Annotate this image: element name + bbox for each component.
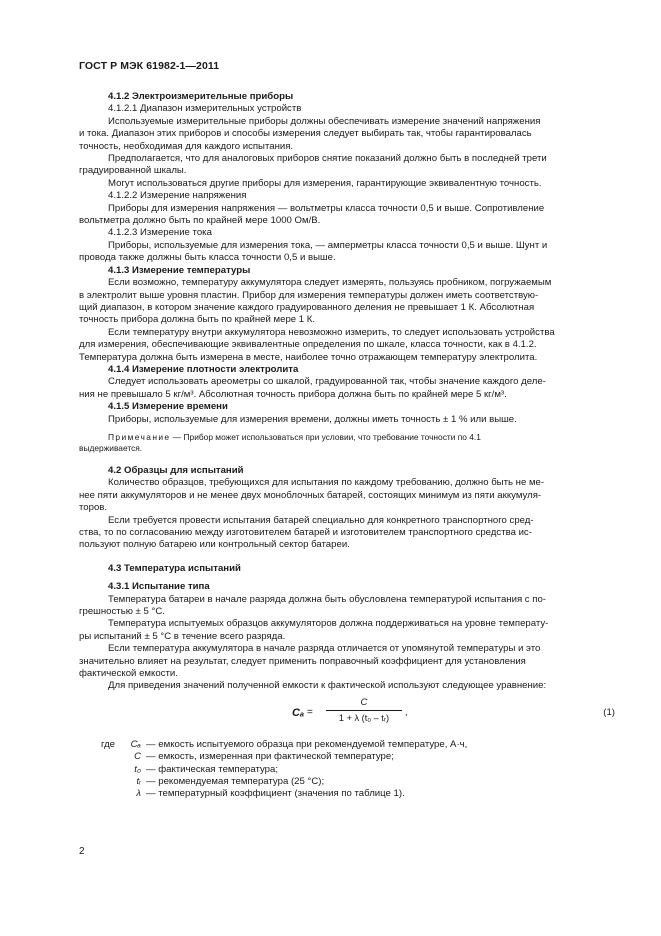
- text-line: провода также должны быть класса точности 0,5 и выше.: [79, 252, 336, 264]
- text-line: нее пяти аккумуляторов и не менее двух моноблочных батарей, состоящих минимум из пяти аккумуля-: [79, 489, 542, 501]
- where-list: [79, 739, 615, 801]
- text-line: значительно влияет на результат, следует применить поправочный коэффициент для установления: [79, 655, 526, 667]
- where-row: [101, 764, 615, 776]
- fraction-bar: [326, 710, 402, 711]
- text-line: Если требуется провести испытания батарей специально для конкретного транспортного сред-: [108, 514, 534, 526]
- where-label: где: [101, 738, 116, 750]
- formula-denominator: 1 + λ (t₀ – tᵣ): [338, 712, 390, 723]
- text-line: для измерения, обеспечивающие эквивалентные определения по шкале, класса точности, как в 4.1.2.: [79, 339, 537, 351]
- text-line: вольтметра должно быть по крайней мере 1000 Ом/В.: [79, 215, 321, 227]
- text-line: Могут использоваться другие приборы для измерения, гарантирующие эквивалентную точность.: [108, 177, 542, 189]
- text-line: грешностью ± 5 °С.: [79, 606, 165, 618]
- formula-lhs: Cₐ: [292, 706, 305, 719]
- page-number: 2: [79, 846, 85, 857]
- where-text: — рекомендуемая температура (25 °С);: [146, 776, 325, 788]
- where-symbol: λ: [136, 788, 141, 800]
- formula-1: [79, 697, 615, 733]
- text-line: градуированной шкалы.: [79, 165, 187, 177]
- note-label: Примечание: [108, 431, 171, 442]
- text-line: Используемые измерительные приборы должны обеспечивать измерение значений напряжения: [108, 115, 541, 127]
- document-body: [79, 91, 615, 801]
- text-line: Если температура аккумулятора в начале разряда отличается от упомянутой температуры и это: [108, 643, 541, 655]
- section-heading: 4.3 Температура испытаний: [108, 562, 241, 574]
- text-line: Предполагается, что для аналоговых приборов снятие показаний должно быть в последней трети: [108, 153, 547, 165]
- note-text: — Прибор может использоваться при условии, что требование точности по 4.1: [170, 431, 481, 442]
- text-line: Количество образцов, требующихся для испытания по каждому требованию, должно быть не ме-: [108, 477, 545, 489]
- text-line: Для приведения значений полученной емкости к фактической используют следующее уравнение:: [108, 680, 547, 692]
- text-line: точность прибора должна быть по крайней мере 1 К.: [79, 314, 316, 326]
- section-4-1: [79, 91, 615, 426]
- where-row: [101, 739, 615, 751]
- section-heading: 4.2 Образцы для испытаний: [108, 464, 244, 476]
- formula-comma: ,: [405, 706, 408, 718]
- text-line: щий диапазон, в котором значение каждого градуированного деления не превышает 1 К. Абсолютная: [79, 301, 535, 313]
- section-4-3: [79, 563, 615, 575]
- text-line: Температура должна быть измерена в месте, наиболее точно отражающем температуру электролита.: [79, 351, 538, 363]
- formula-fraction: [326, 697, 402, 724]
- section-heading: 4.1.4 Измерение плотности электролита: [108, 363, 299, 375]
- formula-numerator: C: [360, 696, 368, 708]
- where-row: [101, 788, 615, 800]
- where-symbol: C: [134, 751, 141, 763]
- where-row: [101, 751, 615, 763]
- text-line: Приборы, используемые для измерения тока, — амперметры класса точности 0,5 и выше. Шунт и: [108, 239, 548, 251]
- section-4-2: [79, 465, 615, 552]
- text-line: 4.1.2.1 Диапазон измерительных устройств: [108, 103, 302, 115]
- text-line: Температура испытуемых образцов аккумуляторов должна поддерживаться на уровне температу-: [108, 618, 549, 630]
- text-line: ния не превышало 5 кг/м³. Абсолютная точность прибора должна быть по крайней мере 5 кг/м³.: [79, 388, 507, 400]
- where-row: [101, 776, 615, 788]
- text-line: ры испытаний ± 5 °С в течение всего разряда.: [79, 630, 286, 642]
- text-line: и тока. Диапазон этих приборов и способы измерения следует выбирать так, чтобы гарантировалась: [79, 128, 532, 140]
- where-symbol: tᵣ: [136, 776, 141, 788]
- text-line: Если возможно, температуру аккумулятора следует измерять, пользуясь пробником, погружаемым: [108, 277, 552, 289]
- note-continuation: выдерживается.: [79, 442, 143, 453]
- text-line: точность, необходимая для каждого испытания.: [79, 140, 294, 152]
- where-text: — фактическая температура;: [146, 763, 279, 775]
- section-heading: 4.1.2 Электроизмерительные приборы: [108, 91, 294, 102]
- where-text: — емкость, измеренная при фактической температуре;: [146, 751, 394, 763]
- text-line: 4.1.2.2 Измерение напряжения: [108, 190, 247, 202]
- where-text: — температурный коэффициент (значения по таблице 1).: [146, 788, 405, 800]
- text-line: Приборы, используемые для измерения времени, должны иметь точность ± 1 % или выше.: [108, 413, 517, 425]
- section-heading: 4.1.3 Измерение температуры: [108, 264, 251, 276]
- text-line: Приборы для измерения напряжения — вольтметры класса точности 0,5 и выше. Сопротивление: [108, 202, 545, 214]
- text-line: Если температуру внутри аккумулятора невозможно измерить, то следует использовать устройства: [108, 326, 555, 338]
- formula-number: (1): [603, 706, 615, 718]
- text-line: торов.: [79, 502, 108, 514]
- text-line: 4.1.2.3 Измерение тока: [108, 227, 212, 239]
- text-line: фактической емкости.: [79, 668, 178, 680]
- text-line: Температура батареи в начале разряда должна быть обусловлена температурой испытания с по-: [108, 593, 546, 605]
- where-symbol: Cₐ: [130, 738, 141, 750]
- text-line: ства, то по согласованию между изготовителем батарей и изготовителем транспортного средства ис-: [79, 527, 532, 538]
- section-heading: 4.1.5 Измерение времени: [108, 401, 228, 413]
- note: [79, 432, 615, 443]
- formula-equals: =: [307, 706, 313, 718]
- text-line: Следует использовать ареометры со шкалой, градуированной так, чтобы значение каждого деле-: [108, 376, 546, 388]
- where-text: — емкость испытуемого образца при рекомендуемой температуре, А·ч,: [146, 738, 468, 750]
- text-line: пользуют полную батарею или контрольный сектор батареи.: [79, 539, 350, 551]
- section-heading: 4.3.1 Испытание типа: [108, 581, 210, 593]
- text-line: в электролит выше уровня пластин. Прибор для измерения температуры должен иметь соответствую-: [79, 289, 539, 301]
- page-header: ГОСТ Р МЭК 61982-1—2011: [79, 60, 220, 72]
- where-symbol: t₀: [134, 763, 141, 775]
- section-4-3-1: [79, 581, 615, 693]
